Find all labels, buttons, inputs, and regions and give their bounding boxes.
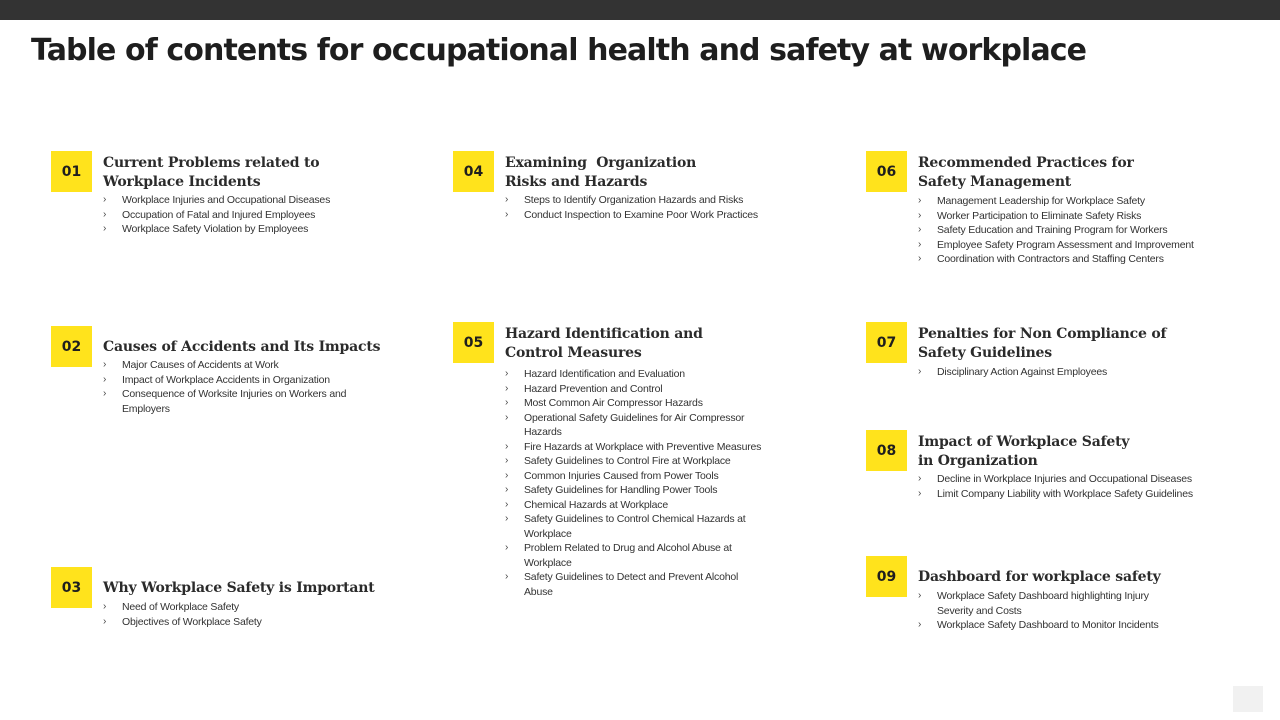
chevron-right-icon: › bbox=[103, 601, 107, 612]
list-item[interactable] bbox=[505, 367, 769, 382]
list-item[interactable] bbox=[505, 411, 769, 440]
list-item[interactable] bbox=[505, 512, 769, 541]
list-item-label: Worker Participation to Eliminate Safety Risks bbox=[937, 209, 1142, 222]
section-items bbox=[103, 358, 361, 416]
list-item-label: Hazard Identification and Evaluation bbox=[524, 368, 685, 380]
chevron-right-icon: › bbox=[505, 513, 509, 524]
list-item[interactable] bbox=[918, 209, 1238, 224]
list-item-label: Most Common Air Compressor Hazards bbox=[524, 397, 703, 409]
list-item-label: Consequence of Worksite Injuries on Workers and Employers bbox=[122, 388, 347, 415]
list-item[interactable] bbox=[103, 373, 361, 388]
list-item[interactable] bbox=[918, 194, 1238, 209]
section-heading: Dashboard for workplace safety bbox=[918, 569, 1161, 585]
chevron-right-icon: › bbox=[505, 542, 509, 553]
section-items bbox=[505, 193, 791, 222]
list-item[interactable] bbox=[103, 615, 361, 630]
list-item[interactable] bbox=[505, 193, 791, 208]
chevron-right-icon: › bbox=[103, 615, 107, 627]
section-items bbox=[918, 194, 1238, 267]
chevron-right-icon: › bbox=[103, 373, 107, 385]
section-number-badge: 07 bbox=[866, 322, 907, 363]
list-item[interactable] bbox=[918, 472, 1218, 487]
section-number-badge: 01 bbox=[51, 151, 92, 192]
chevron-right-icon: › bbox=[918, 366, 922, 377]
list-item[interactable] bbox=[505, 570, 769, 599]
chevron-right-icon: › bbox=[918, 487, 922, 499]
chevron-right-icon: › bbox=[918, 195, 922, 206]
list-item[interactable] bbox=[918, 365, 1238, 380]
section-number-badge: 09 bbox=[866, 556, 907, 597]
list-item[interactable] bbox=[103, 208, 379, 223]
top-bar bbox=[0, 0, 1280, 20]
list-item-label: Limit Company Liability with Workplace Safety Guidelines bbox=[937, 487, 1193, 500]
list-item-label: Safety Guidelines to Detect and Prevent Alcohol Abuse bbox=[524, 571, 739, 598]
list-item[interactable] bbox=[918, 252, 1238, 267]
chevron-right-icon: › bbox=[505, 440, 509, 452]
chevron-right-icon: › bbox=[505, 194, 509, 205]
list-item[interactable] bbox=[505, 454, 769, 469]
chevron-right-icon: › bbox=[918, 253, 922, 264]
list-item[interactable] bbox=[505, 541, 769, 570]
chevron-right-icon: › bbox=[505, 208, 509, 220]
list-item[interactable] bbox=[505, 469, 769, 484]
section-heading: Current Problems related to Workplace Incidents bbox=[103, 155, 320, 190]
section-items bbox=[103, 193, 379, 237]
chevron-right-icon: › bbox=[918, 238, 922, 250]
section-items bbox=[505, 367, 769, 599]
chevron-right-icon: › bbox=[505, 411, 509, 423]
list-item[interactable] bbox=[505, 440, 769, 455]
list-item-label: Safety Guidelines to Control Fire at Workplace bbox=[524, 455, 731, 467]
list-item-label: Problem Related to Drug and Alcohol Abuse at Workplace bbox=[524, 542, 732, 569]
section-number-badge: 03 bbox=[51, 567, 92, 608]
chevron-right-icon: › bbox=[918, 590, 922, 601]
list-item-label: Major Causes of Accidents at Work bbox=[122, 359, 279, 371]
list-item-label: Workplace Injuries and Occupational Diseases bbox=[122, 194, 331, 206]
chevron-right-icon: › bbox=[103, 208, 107, 220]
list-item-label: Workplace Safety Dashboard to Monitor Incidents bbox=[937, 619, 1159, 631]
list-item[interactable] bbox=[918, 487, 1218, 502]
section-number-badge: 08 bbox=[866, 430, 907, 471]
section-heading: Why Workplace Safety is Important bbox=[103, 580, 375, 596]
list-item-label: Safety Education and Training Program for Workers bbox=[937, 224, 1168, 236]
section-heading: Recommended Practices for Safety Management bbox=[918, 155, 1134, 190]
list-item-label: Safety Guidelines to Control Chemical Hazards at Workplace bbox=[524, 513, 746, 540]
list-item[interactable] bbox=[505, 208, 791, 223]
section-heading: Impact of Workplace Safety in Organization bbox=[918, 434, 1130, 469]
chevron-right-icon: › bbox=[103, 223, 107, 234]
chevron-right-icon: › bbox=[505, 571, 509, 582]
chevron-right-icon: › bbox=[918, 224, 922, 235]
list-item-label: Chemical Hazards at Workplace bbox=[524, 498, 668, 511]
section-items bbox=[918, 365, 1238, 380]
section-heading: Hazard Identification and Control Measures bbox=[505, 326, 703, 361]
list-item-label: Workplace Safety Dashboard highlighting Injury Severity and Costs bbox=[937, 590, 1149, 617]
section-heading: Penalties for Non Compliance of Safety Guidelines bbox=[918, 326, 1167, 361]
chevron-right-icon: › bbox=[918, 619, 922, 630]
list-item-label: Conduct Inspection to Examine Poor Work Practices bbox=[524, 208, 758, 221]
list-item[interactable] bbox=[505, 382, 769, 397]
chevron-right-icon: › bbox=[505, 382, 509, 394]
chevron-right-icon: › bbox=[505, 498, 509, 510]
chevron-right-icon: › bbox=[505, 455, 509, 466]
section-items bbox=[918, 472, 1218, 501]
list-item-label: Hazard Prevention and Control bbox=[524, 382, 663, 395]
list-item[interactable] bbox=[103, 387, 361, 416]
section-number-badge: 06 bbox=[866, 151, 907, 192]
list-item-label: Disciplinary Action Against Employees bbox=[937, 366, 1108, 378]
list-item[interactable] bbox=[918, 618, 1182, 633]
list-item-label: Employee Safety Program Assessment and Improvement bbox=[937, 238, 1194, 251]
chevron-right-icon: › bbox=[918, 473, 922, 484]
slide-corner-box bbox=[1233, 686, 1263, 712]
section-heading: Examining Organization Risks and Hazards bbox=[505, 155, 697, 190]
list-item[interactable] bbox=[918, 589, 1182, 618]
chevron-right-icon: › bbox=[505, 469, 509, 481]
list-item-label: Objectives of Workplace Safety bbox=[122, 615, 262, 628]
chevron-right-icon: › bbox=[103, 388, 107, 399]
list-item[interactable] bbox=[505, 396, 769, 411]
list-item-label: Steps to Identify Organization Hazards and Risks bbox=[524, 194, 744, 206]
section-number-badge: 05 bbox=[453, 322, 494, 363]
chevron-right-icon: › bbox=[505, 484, 509, 495]
list-item-label: Occupation of Fatal and Injured Employees bbox=[122, 208, 316, 221]
section-number-badge: 02 bbox=[51, 326, 92, 367]
section-heading: Causes of Accidents and Its Impacts bbox=[103, 339, 381, 355]
list-item-label: Impact of Workplace Accidents in Organization bbox=[122, 373, 330, 386]
chevron-right-icon: › bbox=[918, 209, 922, 221]
list-item[interactable] bbox=[103, 193, 379, 208]
section-number-badge: 04 bbox=[453, 151, 494, 192]
list-item[interactable] bbox=[918, 238, 1238, 253]
list-item[interactable] bbox=[918, 223, 1238, 238]
list-item[interactable] bbox=[505, 498, 769, 513]
section-items bbox=[103, 600, 361, 629]
list-item[interactable] bbox=[103, 600, 361, 615]
list-item-label: Common Injuries Caused from Power Tools bbox=[524, 469, 719, 482]
list-item-label: Decline in Workplace Injuries and Occupational Diseases bbox=[937, 473, 1192, 485]
chevron-right-icon: › bbox=[505, 368, 509, 379]
chevron-right-icon: › bbox=[103, 194, 107, 205]
list-item[interactable] bbox=[505, 483, 769, 498]
list-item-label: Management Leadership for Workplace Safety bbox=[937, 195, 1145, 207]
chevron-right-icon: › bbox=[103, 359, 107, 370]
list-item[interactable] bbox=[103, 222, 379, 237]
list-item[interactable] bbox=[103, 358, 361, 373]
list-item-label: Safety Guidelines for Handling Power Tools bbox=[524, 484, 718, 496]
list-item-label: Coordination with Contractors and Staffing Centers bbox=[937, 253, 1164, 265]
list-item-label: Operational Safety Guidelines for Air Compressor Hazards bbox=[524, 411, 745, 438]
chevron-right-icon: › bbox=[505, 397, 509, 408]
list-item-label: Need of Workplace Safety bbox=[122, 601, 239, 613]
page-title: Table of contents for occupational health and safety at workplace bbox=[31, 33, 1087, 68]
list-item-label: Workplace Safety Violation by Employees bbox=[122, 223, 309, 235]
section-items bbox=[918, 589, 1182, 633]
list-item-label: Fire Hazards at Workplace with Preventive Measures bbox=[524, 440, 762, 453]
